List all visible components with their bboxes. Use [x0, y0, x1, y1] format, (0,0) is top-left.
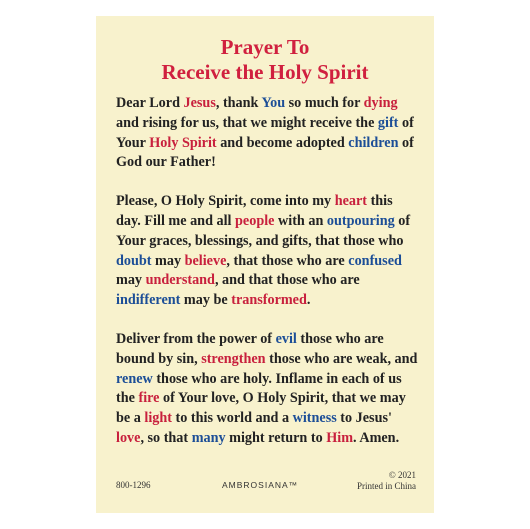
highlighted-word: fire — [138, 390, 160, 407]
prayer-text: of Your — [116, 114, 414, 151]
prayer-text: with an — [274, 212, 327, 229]
copyright-block — [357, 470, 416, 492]
prayer-text: . — [306, 292, 311, 309]
highlighted-word: children — [348, 134, 399, 151]
highlighted-word: outpouring — [326, 212, 395, 229]
highlighted-word: believe — [184, 252, 227, 269]
brand-logo: AMBROSIANA™ — [222, 480, 299, 490]
prayer-text: so much for — [285, 95, 364, 111]
highlighted-word: many — [191, 429, 226, 446]
prayer-text: and become adopted — [216, 134, 349, 151]
prayer-text: and rising for us, that we might receive the — [116, 114, 378, 131]
prayer-card — [96, 16, 434, 513]
prayer-text: of Your graces, blessings, and gifts, that those who — [116, 212, 411, 249]
prayer-text: , that those who are — [226, 252, 349, 269]
paragraph-2 — [116, 192, 418, 311]
prayer-text: those who are bound by sin, — [116, 330, 384, 367]
prayer-text: Dear Lord — [116, 95, 184, 111]
highlighted-word: indifferent — [116, 292, 181, 309]
prayer-text: , so that — [140, 429, 192, 446]
highlighted-word: renew — [116, 370, 153, 387]
highlighted-word: love — [116, 429, 141, 446]
prayer-text: of God our Father! — [116, 134, 414, 171]
highlighted-word: understand — [145, 272, 215, 289]
prayer-title — [96, 35, 434, 85]
prayer-text: might return to — [225, 429, 327, 446]
card-footer — [96, 470, 434, 500]
paragraph-3 — [116, 330, 418, 449]
highlighted-word: dying — [363, 95, 398, 111]
prayer-text: may be — [180, 292, 232, 309]
prayer-text: may — [116, 272, 146, 289]
title-line-2: Receive the Holy Spirit — [161, 60, 369, 84]
paragraph-1 — [116, 94, 418, 173]
prayer-text: . Amen. — [353, 429, 400, 446]
highlighted-word: doubt — [116, 252, 152, 269]
highlighted-word: light — [144, 410, 172, 427]
prayer-text: may — [151, 252, 185, 269]
prayer-text: those who are holy. Inflame in each of us the — [116, 370, 402, 407]
highlighted-word: heart — [334, 193, 368, 210]
prayer-text: to Jesus' — [336, 410, 392, 427]
title-line-1: Prayer To — [220, 35, 310, 59]
highlighted-word: gift — [377, 114, 399, 131]
copyright-year: © 2021 — [388, 470, 416, 480]
highlighted-word: Holy Spirit — [149, 134, 217, 151]
prayer-text: this day. Fill me and all — [116, 193, 393, 229]
printed-in: Printed in China — [357, 481, 416, 491]
highlighted-word: strengthen — [201, 350, 266, 367]
prayer-text: of Your love, O Holy Spirit, that we may be a — [116, 390, 406, 427]
prayer-text: , thank — [215, 95, 262, 111]
highlighted-word: people — [235, 212, 275, 229]
prayer-text: to this world and a — [171, 410, 293, 427]
highlighted-word: witness — [292, 410, 337, 427]
highlighted-word: You — [261, 95, 286, 111]
prayer-text: those who are weak, and — [265, 350, 418, 367]
product-code: 800-1296 — [116, 480, 151, 490]
highlighted-word: evil — [275, 330, 297, 347]
prayer-text: Please, O Holy Spirit, come into my — [116, 193, 335, 210]
highlighted-word: transformed — [231, 292, 307, 309]
prayer-text: , and that those who are — [214, 272, 360, 289]
prayer-body — [116, 94, 418, 468]
highlighted-word: Jesus — [183, 95, 216, 111]
prayer-text: Deliver from the power of — [116, 330, 276, 347]
highlighted-word: Him — [326, 429, 354, 446]
highlighted-word: confused — [348, 252, 402, 269]
